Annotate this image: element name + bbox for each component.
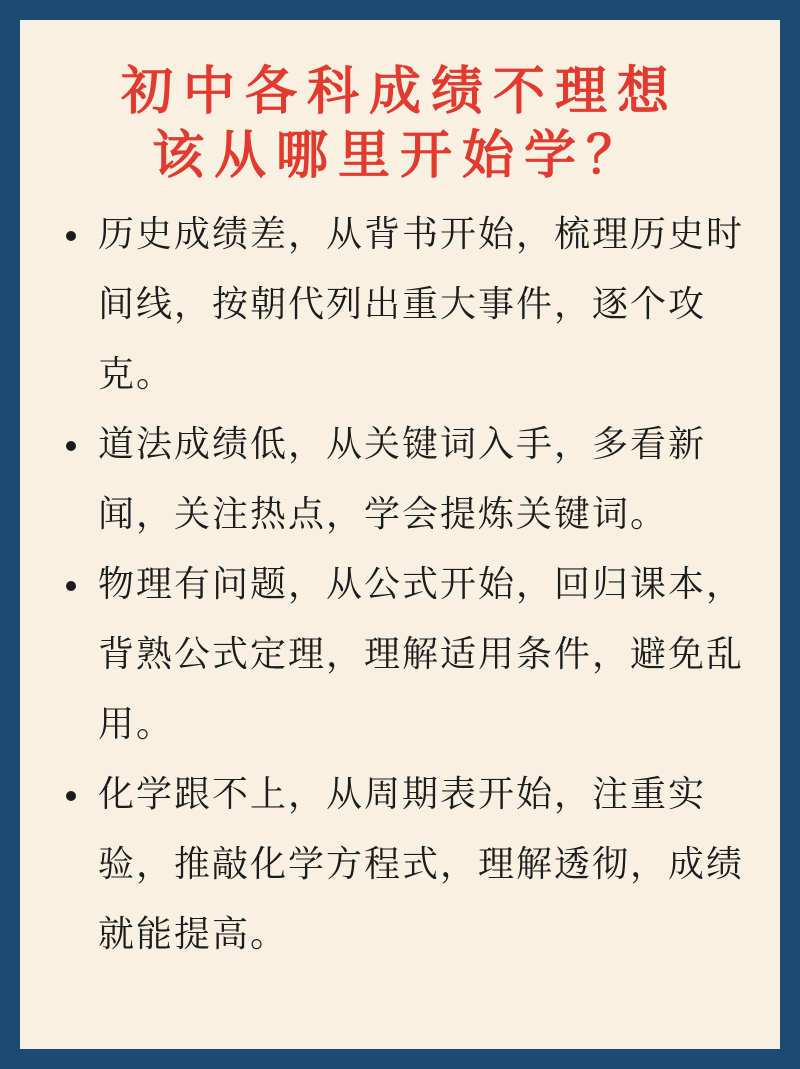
bullet-icon [66, 791, 76, 801]
content-card [20, 20, 780, 1049]
title-line-1: 初中各科成绩不理想 [120, 62, 679, 122]
list-item-text: 道法成绩低，从关键词入手，多看新闻，关注热点，学会提炼关键词。 [98, 424, 707, 535]
bullet-icon [66, 581, 76, 591]
title-line-2: 该从哪里开始学？ [151, 126, 648, 186]
list-item-text: 化学跟不上，从周期表开始，注重实验，推敲化学方程式，理解透彻，成绩就能提高。 [98, 774, 745, 955]
list-item-text: 物理有问题，从公式开始，回归课本，背熟公式定理，理解适用条件，避免乱用。 [98, 564, 745, 745]
list-item-history [62, 200, 756, 410]
bullet-icon [66, 441, 76, 451]
bullet-icon [66, 231, 76, 241]
page-title [20, 60, 780, 188]
list-item-text: 历史成绩差，从背书开始，梳理历史时间线，按朝代列出重大事件，逐个攻克。 [98, 214, 745, 395]
list-item-physics [62, 550, 756, 760]
tips-list [62, 200, 756, 970]
list-item-politics [62, 410, 756, 550]
list-item-chemistry [62, 760, 756, 970]
